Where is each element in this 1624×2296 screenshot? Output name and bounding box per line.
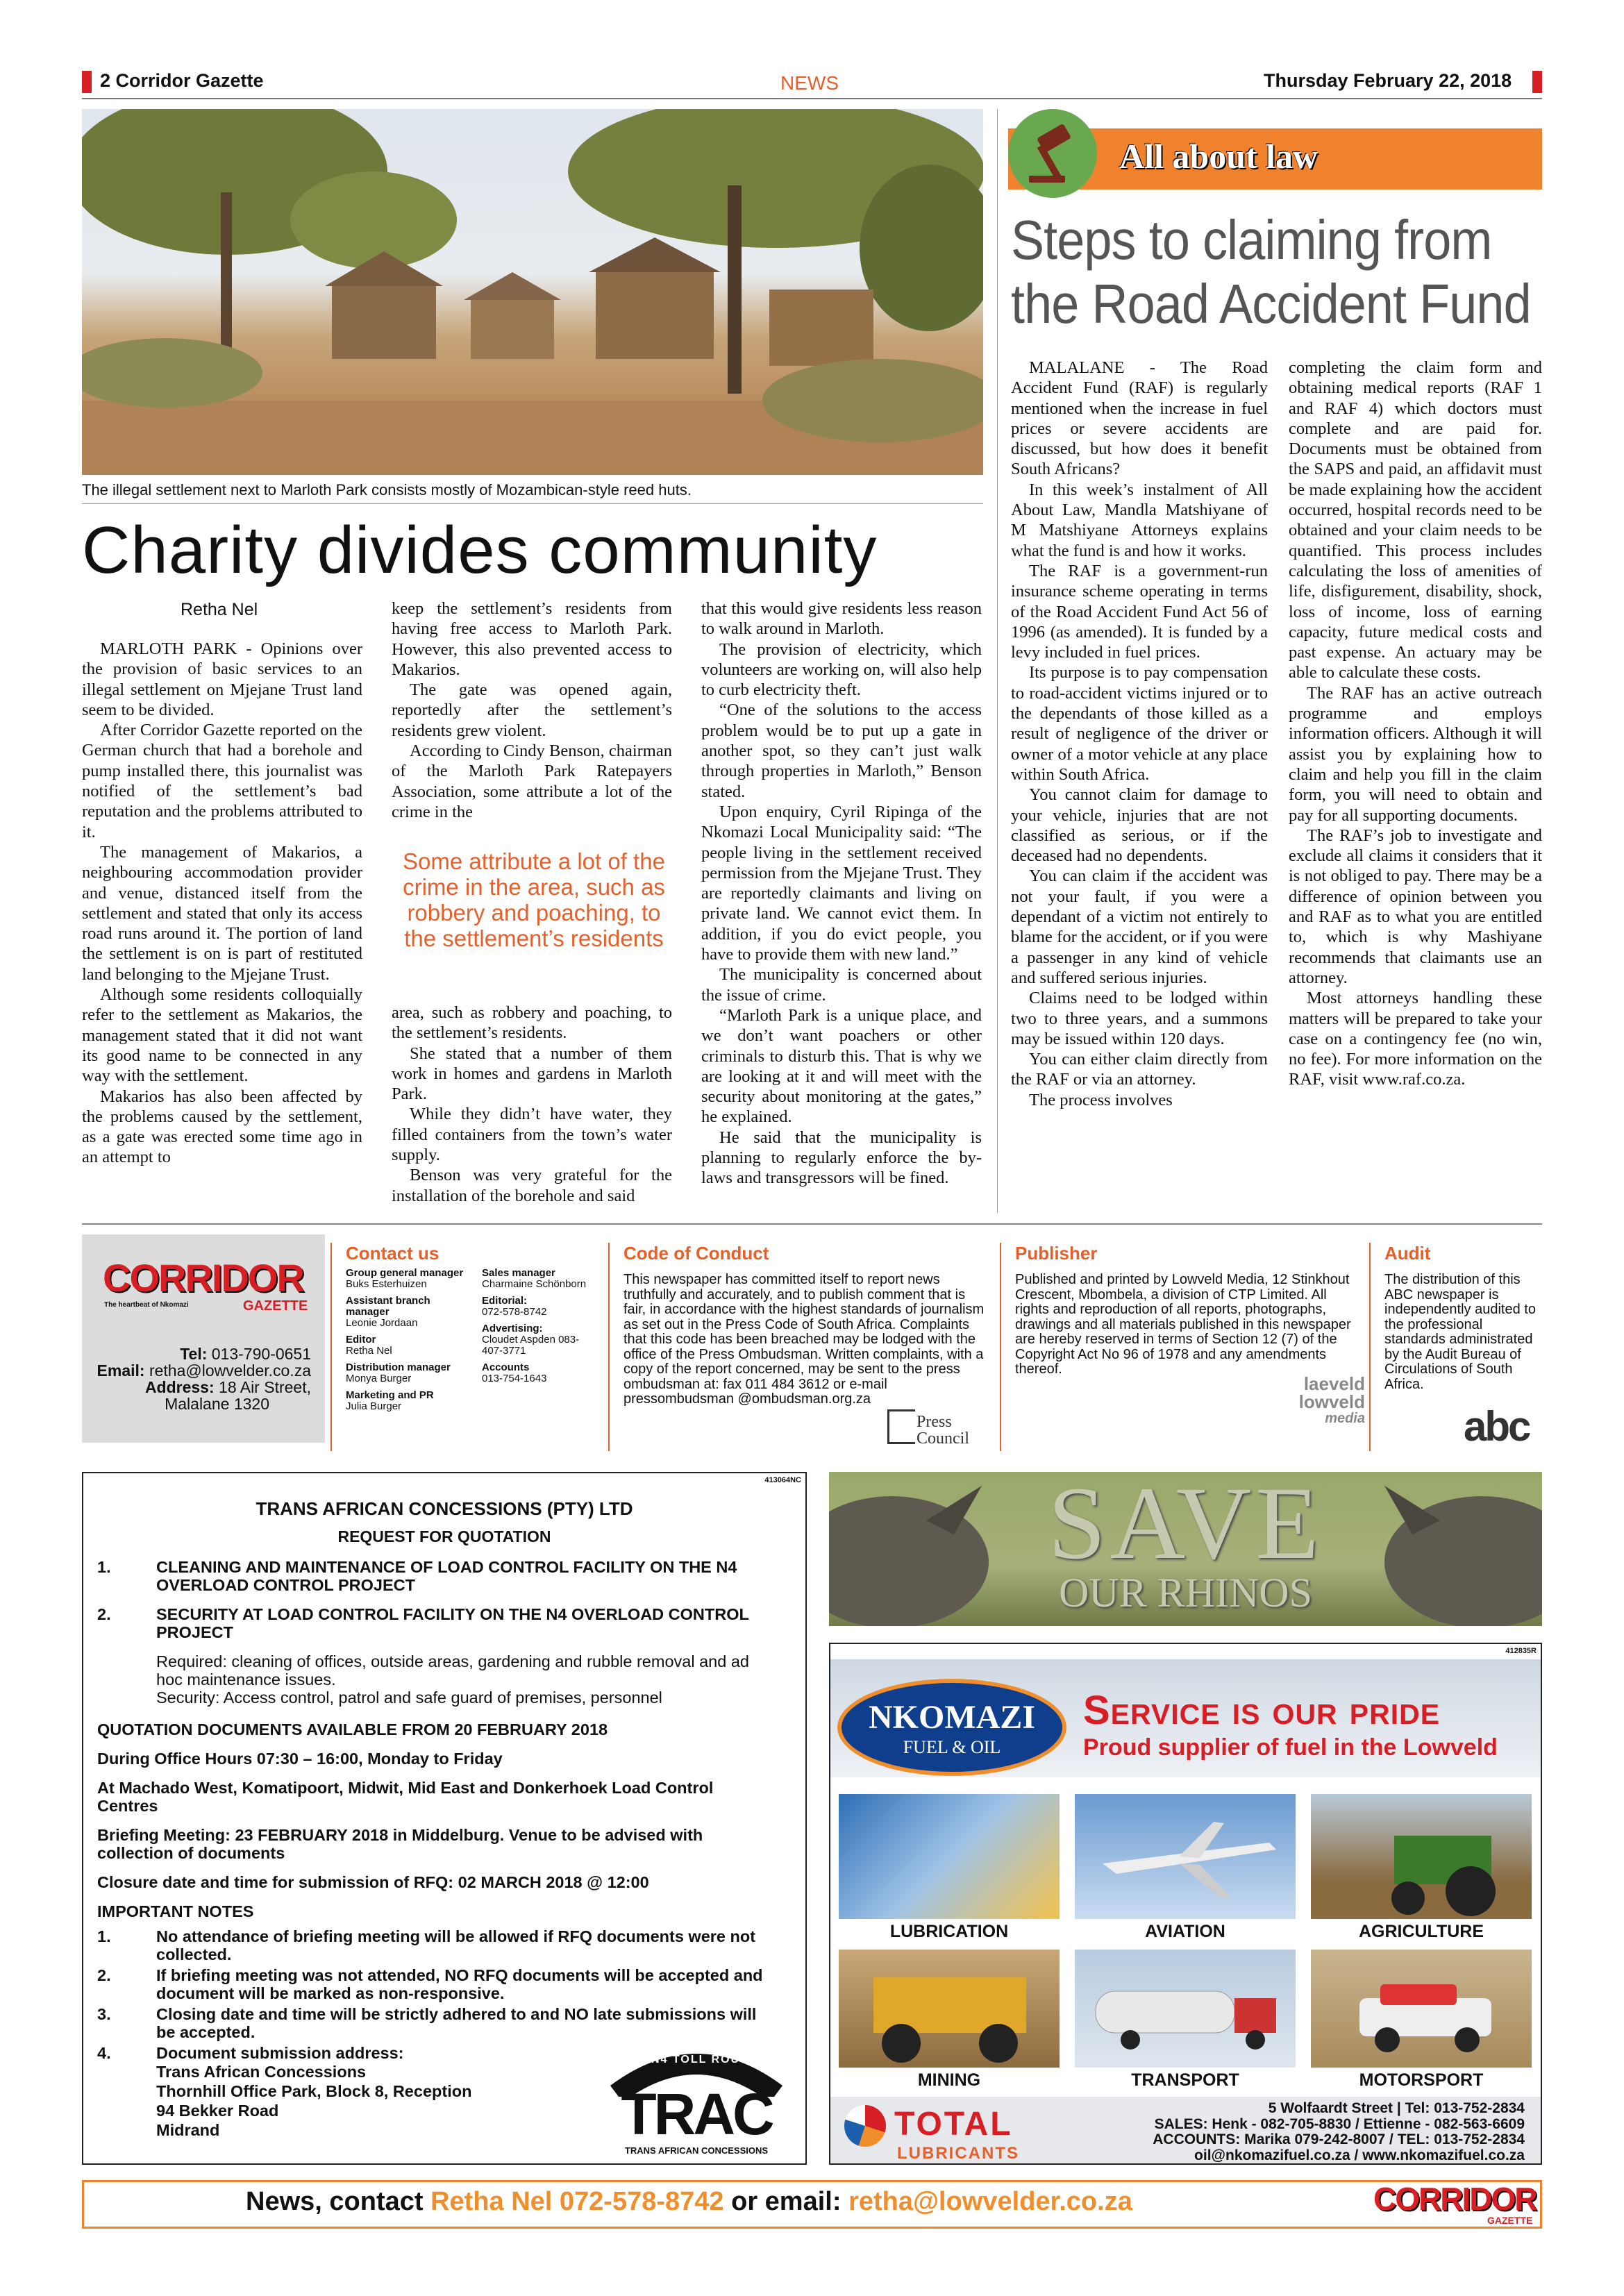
lead-paragraph: Although some residents colloquially refer to the settlement as Makarios, the management stated that it did not want its good name to be connected in any way with the settlement.: [82, 985, 362, 1086]
tender-line: Closure date and time for submission of RFQ: 02 MARCH 2018 @ 12:00: [97, 1873, 649, 1891]
lead-byline: Retha Nel: [181, 600, 258, 619]
audit: [1384, 1243, 1541, 1392]
nkomazi-slogan: Service is our pride: [1083, 1688, 1441, 1733]
note-text: If briefing meeting was not attended, NO RFQ documents will be accepted and document will be marked as non-responsive.: [156, 1966, 763, 2002]
email-label: Email:: [97, 1361, 145, 1380]
nkomazi-address: 5 Wolfaardt Street | Tel: 013-752-2834: [1268, 2100, 1525, 2116]
tender-line: At Machado West, Komatipoort, Midwit, Mid East and Donkerhoek Load Control Centres: [97, 1779, 714, 1815]
contact-name: 072-578-8742: [482, 1306, 547, 1318]
address-label: Address:: [144, 1378, 215, 1396]
address-value-2: Malalane 1320: [165, 1395, 269, 1413]
masthead-box: [82, 1234, 325, 1443]
bottom-pre: News, contact: [246, 2187, 431, 2216]
contact-name: Monya Burger: [346, 1373, 412, 1384]
category-agriculture: AGRICULTURE: [1358, 1922, 1484, 1941]
tender-subtitle: REQUEST FOR QUOTATION: [337, 1527, 551, 1545]
photo-caption: The illegal settlement next to Marloth Park consists mostly of Mozambican-style reed huts.: [82, 481, 692, 498]
footer-divider: [1369, 1243, 1371, 1451]
conduct-text: This newspaper has committed itself to report news truthfully and accurately, and to publish comment that is fair, in accordance with the highest standards of journalism as set out in the Press Code of South Africa. Complaints that this code has been breached may be lodged with the office of the Press Ombudsman. Written complaints, with a copy of the report concerned, may be sent to the press ombudsman at: fax 011 484 3612 or e-mail pressombudsman @ombudsman.org.za: [623, 1272, 985, 1407]
contact-role: Sales manager: [482, 1267, 555, 1279]
lead-column-2b: [392, 1003, 672, 1206]
contact-name: Buks Esterhuizen: [346, 1278, 427, 1290]
publisher-title: Publisher: [1015, 1243, 1098, 1264]
trac-arc-text: N4 TOLL ROUTE: [651, 2054, 757, 2065]
tender-ad: [82, 1472, 807, 2165]
contact-name: Julia Burger: [346, 1400, 402, 1412]
contact-name: Leonie Jordaan: [346, 1317, 418, 1329]
lead-paragraph: The provision of electricity, which volunteers are working on, will also help to curb electricity theft.: [701, 639, 982, 700]
agriculture-photo: [1311, 1794, 1532, 1919]
total-logo-sub: LUBRICANTS: [897, 2144, 1019, 2163]
contact-title: Contact us: [346, 1243, 440, 1264]
trac-logo: [603, 2048, 790, 2159]
masthead-contacts: [82, 1346, 311, 1412]
page-label: 2 Corridor Gazette: [100, 70, 264, 91]
rhino-our-rhinos: OUR RHINOS: [1058, 1570, 1313, 1616]
category-transport: TRANSPORT: [1131, 2070, 1239, 2090]
corridor-logo-sub: GAZETTE: [243, 1298, 308, 1314]
lowveld-media-logo: [1275, 1375, 1365, 1426]
item-number: 2.: [97, 1605, 111, 1623]
law-headline-line2: the Road Accident Fund: [1011, 273, 1531, 335]
audit-text: The distribution of this ABC newspaper is independently audited to the professional standards administrated by the Audit Bureau of Circulations of South Africa.: [1384, 1272, 1536, 1392]
header-left-tab: [82, 71, 92, 93]
nkomazi-contacts: [1039, 2101, 1525, 2163]
law-paragraph: In this week’s instalment of All About Law, Mandla Matshiyane of M Matshiyane Attorneys explains what the fund is and how it works.: [1011, 480, 1268, 560]
contact-us: [346, 1243, 596, 1412]
transport-photo: [1075, 1950, 1296, 2068]
law-paragraph: The RAF is a government-run insurance scheme operating in terms of the Road Accident Fund Act 56 of 1996 (as amended). It is funded by a levy included in fuel prices.: [1011, 561, 1268, 662]
contact-role: Advertising:: [482, 1323, 543, 1334]
settlement-photo: [82, 109, 983, 475]
law-paragraph: You cannot claim for damage to your vehicle, injuries that are not classified as serious, or if the deceased had no dependents.: [1011, 785, 1268, 866]
total-logo-icon: [844, 2105, 886, 2147]
email-value: retha@lowvelder.co.za: [149, 1361, 311, 1380]
contact-role: Editor: [346, 1334, 376, 1346]
note-number: 2.: [97, 1966, 111, 1984]
law-paragraph: MALALANE - The Road Accident Fund (RAF) is regularly mentioned when the increase in fuel prices or severe accidents are discussed, but how does it benefit South Africans?: [1011, 358, 1268, 479]
law-paragraph: The RAF has an active outreach programme and employs information officers. Although it will assist you by explaining how to claim and help you fill in the claim form, you will need to obtain and pay for all supporting documents.: [1289, 683, 1542, 825]
section-label: NEWS: [780, 72, 839, 94]
lead-paragraph: keep the settlement’s residents from having free access to Marloth Park. However, this also prevented access to Makarios.: [392, 599, 672, 679]
contact-role: Marketing and PR: [346, 1389, 434, 1401]
lm-logo-line3: media: [1325, 1411, 1365, 1426]
tanker-art: [1075, 1950, 1296, 2068]
address-line: Trans African Concessions: [156, 2063, 367, 2081]
footer-divider: [608, 1243, 610, 1451]
contact-role: Editorial:: [482, 1295, 528, 1307]
address-value: 18 Air Street,: [219, 1378, 311, 1396]
lead-paragraph: Benson was very grateful for the installation of the borehole and said: [392, 1166, 672, 1205]
contact-name: Charmaine Schönborn: [482, 1278, 587, 1290]
note-text: Document submission address:: [156, 2044, 404, 2062]
required-text: Required: cleaning of offices, outside areas, gardening and rubble removal and ad hoc maintenance issues.: [156, 1652, 749, 1689]
category-motorsport: MOTORSPORT: [1359, 2070, 1484, 2090]
press-council-logo: [887, 1409, 915, 1444]
category-mining: MINING: [917, 2070, 981, 2090]
item-number: 1.: [97, 1558, 111, 1576]
publisher: [1015, 1243, 1362, 1377]
rhino-save: SAVE: [1048, 1472, 1323, 1581]
tender-line: QUOTATION DOCUMENTS AVAILABLE FROM 20 FEBRUARY 2018: [97, 1720, 608, 1738]
lead-paragraph: that this would give residents less reason to walk around in Marloth.: [701, 599, 982, 639]
column-divider: [997, 109, 998, 1213]
settlement-photo-art: [82, 109, 983, 475]
tender-ref: 413064NC: [764, 1476, 801, 1484]
nkomazi-web: oil@nkomazifuel.co.za / www.nkomazifuel.co.za: [1194, 2147, 1525, 2163]
lm-logo-line1: laeveld: [1303, 1373, 1365, 1394]
item-text: SECURITY AT LOAD CONTROL FACILITY ON THE N4 OVERLOAD CONTROL PROJECT: [156, 1605, 749, 1641]
rhino-ad: [829, 1472, 1542, 1626]
pull-quote: Some attribute a lot of the crime in the area, such as robbery and poaching, to the settlement’s residents: [403, 848, 665, 951]
bottom-mid: or email:: [723, 2187, 849, 2216]
law-paragraph: The RAF’s job to investigate and exclude all claims it considers that it is not obliged to pay. There may be a difference of opinion between you and RAF as to what you are entitled to, which is why Mashiyane recommends that claimants use an attorney.: [1289, 826, 1542, 987]
contact-col-a: [346, 1268, 471, 1418]
lm-logo-line2: lowveld: [1298, 1391, 1365, 1412]
lead-paragraph: The management of Makarios, a neighbouring accommodation provider and venue, distanced itself from the settlement and stated that only its access road runs around it. The portion of land the settlement is on is part of restituted land belonging to the Mjejane Trust.: [82, 842, 362, 984]
law-paragraph: Most attorneys handling these matters will be prepared to take your case on a contingency fee (no win, no fee). For more information on the RAF, visit www.raf.co.za.: [1289, 989, 1542, 1089]
lead-column-3: [701, 598, 982, 1189]
tractor-art: [1311, 1794, 1532, 1919]
conduct-title: Code of Conduct: [623, 1243, 769, 1264]
press-council-label: Press Council: [916, 1413, 969, 1448]
bottom-contact: [246, 2187, 1132, 2217]
code-of-conduct: [623, 1243, 985, 1407]
corridor-tagline: The heartbeat of Nkomazi: [104, 1301, 189, 1309]
contact-name: Cloudet Aspden 083-407-3771: [482, 1334, 580, 1357]
tender-line: IMPORTANT NOTES: [97, 1902, 254, 1920]
header-rule: [82, 98, 1542, 99]
lead-paragraph: After Corridor Gazette reported on the German church that had a borehole and pump installed there, this journalist was notified of the settlement’s bad reputation and the problems attributed to it.: [82, 721, 362, 841]
caption-rule: [82, 503, 983, 504]
truck-art: [839, 1950, 1060, 2068]
lead-paragraph: The municipality is concerned about the issue of crime.: [701, 965, 982, 1005]
contact-role: Distribution manager: [346, 1361, 451, 1373]
law-column-2: [1289, 358, 1542, 1090]
tel-value: 013-790-0651: [211, 1345, 311, 1363]
rally-car-art: [1311, 1950, 1532, 2068]
lead-paragraph: According to Cindy Benson, chairman of the Marloth Park Ratepayers Association, some attribute a lot of the crime in the: [392, 741, 672, 821]
publisher-text: Published and printed by Lowveld Media, 12 Stinkhout Crescent, Mbombela, a division of CTP Limited. All rights and reproduction of all reports, photographs, drawings and all materials published in this newspaper are hereby reserved in terms of Section 12 (7) of the Copyright Act No 96 of 1978 and any amendments thereof.: [1015, 1272, 1351, 1377]
bottom-logo: CORRIDOR: [1373, 2181, 1537, 2217]
tel-label: Tel:: [180, 1345, 208, 1363]
trac-wordmark: TRAC: [621, 2081, 772, 2147]
lead-paragraph: He said that the municipality is planning to regularly enforce the by-laws and transgressors will be fined.: [701, 1128, 982, 1188]
contact-name: 013-754-1643: [482, 1373, 547, 1384]
gavel-icon: [1008, 109, 1097, 198]
lead-paragraph: MARLOTH PARK - Opinions over the provision of basic services to an illegal settlement on Mjejane Trust land seem to be divided.: [82, 639, 362, 719]
header-right-tab: [1532, 71, 1542, 93]
total-logo-text: TOTAL: [894, 2106, 1013, 2143]
lead-column-1: [82, 639, 362, 1168]
abc-logo: abc: [1464, 1403, 1530, 1450]
nkomazi-sales: SALES: Henk - 082-705-8830 / Ettienne - 082-563-6609: [1154, 2115, 1525, 2132]
note-number: 1.: [97, 1927, 111, 1945]
category-lubrication: LUBRICATION: [889, 1922, 1009, 1941]
contact-role: Group general manager: [346, 1267, 464, 1279]
contact-role: Accounts: [482, 1361, 530, 1373]
aviation-photo: [1075, 1794, 1296, 1919]
bottom-logo-sub: GAZETTE: [1487, 2215, 1533, 2226]
lead-headline: Charity divides community: [82, 513, 878, 587]
nkomazi-logo-sub: FUEL & OIL: [903, 1737, 1001, 1757]
law-paragraph: The process involves: [1029, 1090, 1173, 1109]
tender-line: During Office Hours 07:30 – 16:00, Monday to Friday: [97, 1750, 503, 1768]
note-number: 3.: [97, 2005, 111, 2023]
lead-column-2a: [392, 598, 672, 822]
security-text: Security: Access control, patrol and safe guard of premises, personnel: [156, 1689, 662, 1707]
lead-paragraph: She stated that a number of them work in homes and gardens in Marloth Park.: [392, 1044, 672, 1104]
category-aviation: AVIATION: [1145, 1922, 1225, 1941]
lead-paragraph: area, such as robbery and poaching, to the settlement’s residents.: [392, 1003, 672, 1043]
lead-paragraph: “One of the solutions to the access problem would be to put up a gate in another spot, so they can’t just walk through properties in Marloth,” Benson stated.: [701, 701, 982, 801]
law-paragraph: completing the claim form and obtaining medical reports (RAF 1 and RAF 4) which doctors must complete and are paid for. Documents must be obtained from the SAPS and paid, an affidavit must be made explaining how the accident occurred, hospital records need to be obtained and your claim needs to be quantified. This process includes calculating the loss of amenities of life, disfigurement, disability, shock, loss of income, loss of earning capacity, future medical costs and past expense. An actuary may be able to calculate these costs.: [1289, 358, 1542, 682]
nkomazi-ref: 412835R: [1505, 1647, 1537, 1655]
law-paragraph: Claims need to be lodged within two to three years, and a summons may be issued within 120 days.: [1011, 989, 1268, 1048]
law-banner-title: All about law: [1119, 137, 1319, 176]
lead-paragraph: Makarios has also been affected by the problems caused by the settlement, as a gate was erected some time ago in an attempt to: [82, 1087, 362, 1167]
jet-art: [1075, 1794, 1296, 1919]
lead-paragraph: Upon enquiry, Cyril Ripinga of the Nkomazi Local Municipality said: “The people living in the settlement received permission from the Mjejane Trust. They are reportedly claimants and living on private land. We cannot evict them. In addition, if you do evict people, you have to provide them with new land.”: [701, 802, 982, 964]
gavel-icon-art: [1008, 109, 1097, 198]
bottom-name: Retha Nel 072-578-8742: [430, 2187, 724, 2216]
tender-line: Briefing Meeting: 23 FEBRUARY 2018 in Middelburg. Venue to be advised with collection of documents: [97, 1826, 703, 1862]
law-paragraph: You can either claim directly from the RAF or via an attorney.: [1011, 1050, 1268, 1089]
footer-divider: [1000, 1243, 1001, 1451]
nkomazi-ad: [829, 1643, 1542, 2165]
audit-title: Audit: [1384, 1243, 1431, 1264]
tender-title: TRANS AFRICAN CONCESSIONS (PTY) LTD: [256, 1498, 633, 1519]
contact-col-b: [482, 1268, 600, 1390]
nkomazi-subslogan: Proud supplier of fuel in the Lowveld: [1083, 1734, 1498, 1761]
mining-photo: [839, 1950, 1060, 2068]
note-number: 4.: [97, 2044, 111, 2062]
motorsport-photo: [1311, 1950, 1532, 2068]
section-rule: [82, 1223, 1542, 1225]
nkomazi-accounts: ACCOUNTS: Marika 079-242-8007 / TEL: 013-752-2834: [1153, 2131, 1525, 2147]
item-text: CLEANING AND MAINTENANCE OF LOAD CONTROL FACILITY ON THE N4 OVERLOAD CONTROL PROJECT: [156, 1558, 737, 1594]
contact-name: Retha Nel: [346, 1345, 392, 1357]
address-line: Thornhill Office Park, Block 8, Reception: [156, 2082, 472, 2100]
law-paragraph: You can claim if the accident was not your fault, if you were a dependant of a victim not entirely to blame for the accident, or if you were a passenger in any kind of vehicle and suffered serious injuries.: [1011, 866, 1268, 987]
lubrication-photo: [839, 1794, 1060, 1919]
law-paragraph: Its purpose is to pay compensation to road-accident victims injured or to the dependants of those killed as a result of negligence of the driver or owner of a motor vehicle at any place within South Africa.: [1011, 663, 1268, 784]
contact-role: Assistant branch manager: [346, 1295, 430, 1318]
lead-paragraph: While they didn’t have water, they filled containers from the town’s water supply.: [392, 1105, 672, 1165]
lead-paragraph: “Marloth Park is a unique place, and we don’t want poachers or other criminals to disturb this. That is why we are looking at it and will meet with the security about monitoring at the gates,” he explained.: [701, 1005, 982, 1127]
corridor-logo: CORRIDOR: [103, 1256, 303, 1300]
address-line: 94 Bekker Road: [156, 2102, 279, 2120]
law-headline-line1: Steps to claiming from: [1011, 209, 1492, 271]
address-line: Midrand: [156, 2121, 220, 2139]
note-text: Closing date and time will be strictly adhered to and NO late submissions will be accepted.: [156, 2005, 757, 2041]
note-text: No attendance of briefing meeting will be allowed if RFQ documents were not collected.: [156, 1927, 756, 1963]
bottom-email: retha@lowvelder.co.za: [848, 2187, 1132, 2216]
law-column-1: [1011, 358, 1268, 1110]
issue-date: Thursday February 22, 2018: [1264, 70, 1512, 91]
lead-paragraph: The gate was opened again, reportedly after the settlement’s residents grew violent.: [392, 680, 672, 740]
nkomazi-logo-text: NKOMAZI: [869, 1699, 1035, 1736]
trac-subtext: TRANS AFRICAN CONCESSIONS: [624, 2145, 769, 2156]
footer-divider: [330, 1243, 332, 1451]
